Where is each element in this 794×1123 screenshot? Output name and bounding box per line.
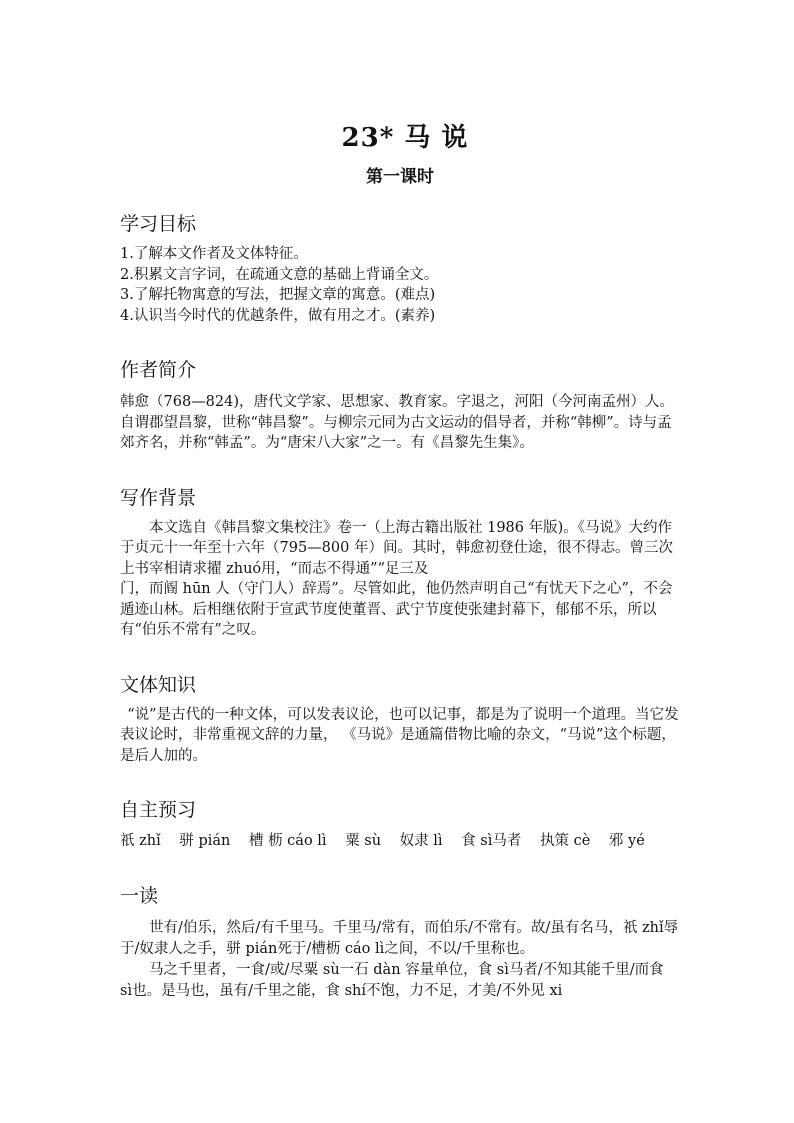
background-heading: 写作背景 (120, 486, 197, 509)
vocab-item: 奴隶 lì (399, 833, 443, 849)
genre-heading: 文体知识 (120, 673, 197, 696)
vocab-list (120, 830, 680, 852)
vocab-item: 槽 枥 cáo lì (248, 833, 327, 849)
goal-item: 1.了解本文作者及文体特征。 (120, 246, 308, 262)
goals-heading: 学习目标 (120, 213, 197, 235)
reading-heading: 一读 (120, 885, 159, 907)
reading-paragraph-1: 世有/伯乐，然后/有千里马。千里马/常有，而伯乐/不常有。故/虽有名马，祇 zhǐ辱于/奴隶人之手，骈 pián死于/槽枥 cáo lì之间，不以/千里称也。 (120, 920, 679, 957)
author-heading: 作者简介 (120, 359, 197, 381)
vocab-item: 粟 sù (345, 833, 382, 849)
goal-item: 3.了解托物寓意的写法，把握文章的寓意。(难点) (120, 287, 436, 303)
background-text-continued: 门，而阍 hūn 人（守门人）辞焉”。尽管如此，他仍然声明自己“有忧天下之心”，不会遁迹山林。后相继依附于宣武节度使董晋、武宁节度使张建封幕下，郁郁不乐，所以有“伯乐不常有”之叹。 (120, 581, 673, 638)
vocab-item: 食 sì马者 (461, 833, 522, 849)
vocab-item: 骈 pián (179, 833, 231, 849)
vocab-item: 祇 zhǐ (120, 833, 161, 849)
vocab-item: 执策 cè (539, 833, 591, 849)
lesson-title: 23* 马 说 (341, 123, 469, 153)
reading-paragraph-2: 马之千里者，一食/或/尽粟 sù一石 dàn 容量单位，食 sì马者/不知其能千里/而食 sì也。是马也，虽有/千里之能，食 shí不饱，力不足，才美/不外见 xi (120, 962, 664, 999)
goals-list (120, 244, 680, 326)
vocab-item: 邪 yé (608, 833, 645, 849)
preview-heading: 自主预习 (120, 799, 197, 821)
background-text: 本文选自《韩昌黎文集校注》卷一（上海古籍出版社 1986 年版)。《马说》大约作于贞元十一年至十六年（795—800 年）间。其时，韩愈初登仕途，很不得志。曾三次上书宰相请求擢 zhuó用，“而志不得通”“足三及 (120, 519, 673, 577)
goal-item: 2.积累文言字词，在疏通文意的基础上背诵全文。 (120, 266, 439, 283)
genre-text: “说”是古代的一种文体，可以发表议论，也可以记事，都是为了说明一个道理。当它发表议论时，非常重视文辞的力量， 《马说》是通篇借物比喻的杂文，“马说”这个标题，是后人加的。 (120, 706, 679, 764)
author-text: 韩愈（768—824)，唐代文学家、思想家、教育家。字退之，河阳（今河南孟州）人。自谓郡望昌黎，世称“韩昌黎”。与柳宗元同为古文运动的倡导者，并称“韩柳”。诗与孟郊齐名，并称“韩孟”。为“唐宋八大家”之一。有《昌黎先生集》。 (120, 394, 675, 451)
lesson-subtitle: 第一课时 (366, 167, 434, 187)
goal-item: 4.认识当今时代的优越条件，做有用之才。(素养) (120, 307, 436, 324)
document-page (120, 118, 680, 1002)
